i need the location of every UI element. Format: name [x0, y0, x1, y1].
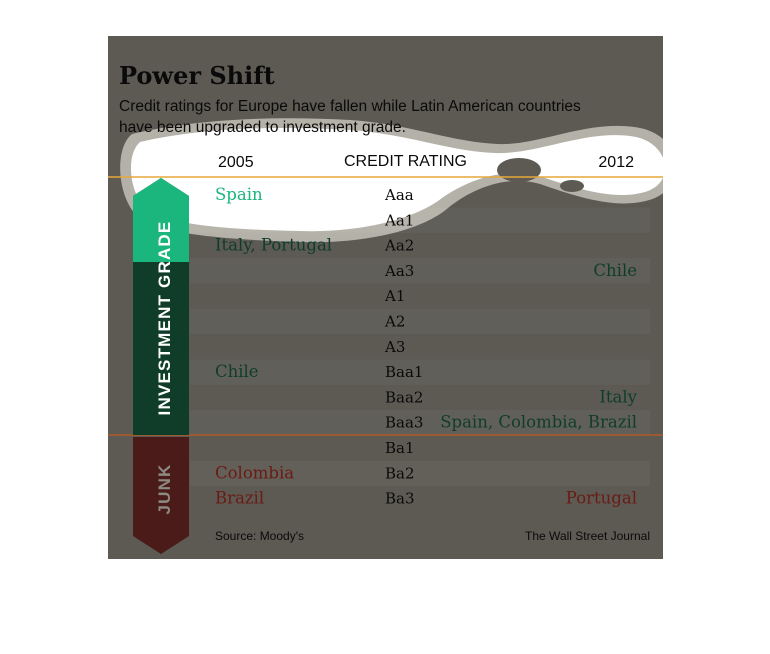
rating-label: Aa2 — [385, 236, 415, 255]
label-2012: Italy — [599, 387, 637, 407]
blob-hole-small — [560, 180, 584, 192]
column-header-2005: 2005 — [218, 154, 254, 171]
label-2005: Spain — [215, 185, 263, 204]
rating-label: A1 — [385, 287, 406, 306]
label-2005: Chile — [215, 362, 259, 382]
label-2012: Spain, Colombia, Brazil — [440, 412, 637, 432]
column-header-2012: 2012 — [598, 154, 634, 171]
rating-label: A2 — [385, 312, 406, 331]
label-2005: Italy, Portugal — [215, 235, 333, 255]
rating-label: A3 — [385, 337, 406, 356]
label-2005: Colombia — [215, 463, 295, 483]
rating-label: Aa1 — [385, 211, 415, 230]
rating-label: Aa3 — [385, 261, 415, 280]
row-shade — [190, 309, 650, 334]
row-shade — [190, 208, 650, 233]
rating-label: Baa3 — [385, 413, 424, 432]
label-2012: Chile — [593, 260, 637, 280]
rating-label: Ba1 — [385, 439, 415, 457]
source-note: Source: Moody's — [215, 529, 304, 543]
chart-subtitle-line-2: have been upgraded to investment grade. — [119, 119, 406, 136]
investment-grade-label: INVESTMENT GRADE — [155, 220, 174, 416]
rating-label: Ba3 — [385, 489, 415, 508]
blob-hole-large — [497, 158, 541, 182]
rating-label: Baa1 — [385, 363, 424, 382]
chart-title: Power Shift — [119, 61, 275, 90]
label-2012: Portugal — [565, 488, 637, 508]
junk-label: JUNK — [155, 463, 174, 515]
label-2005: Brazil — [215, 488, 265, 508]
publisher-credit: The Wall Street Journal — [525, 529, 650, 543]
rating-label: Ba2 — [385, 464, 415, 483]
column-header-credit-rating: CREDIT RATING — [344, 153, 467, 170]
rating-label: Baa2 — [385, 388, 424, 407]
row-shade — [190, 258, 650, 283]
rating-label: Aaa — [385, 186, 414, 204]
chart-subtitle-line-1: Credit ratings for Europe have fallen while Latin American countries — [119, 98, 581, 115]
